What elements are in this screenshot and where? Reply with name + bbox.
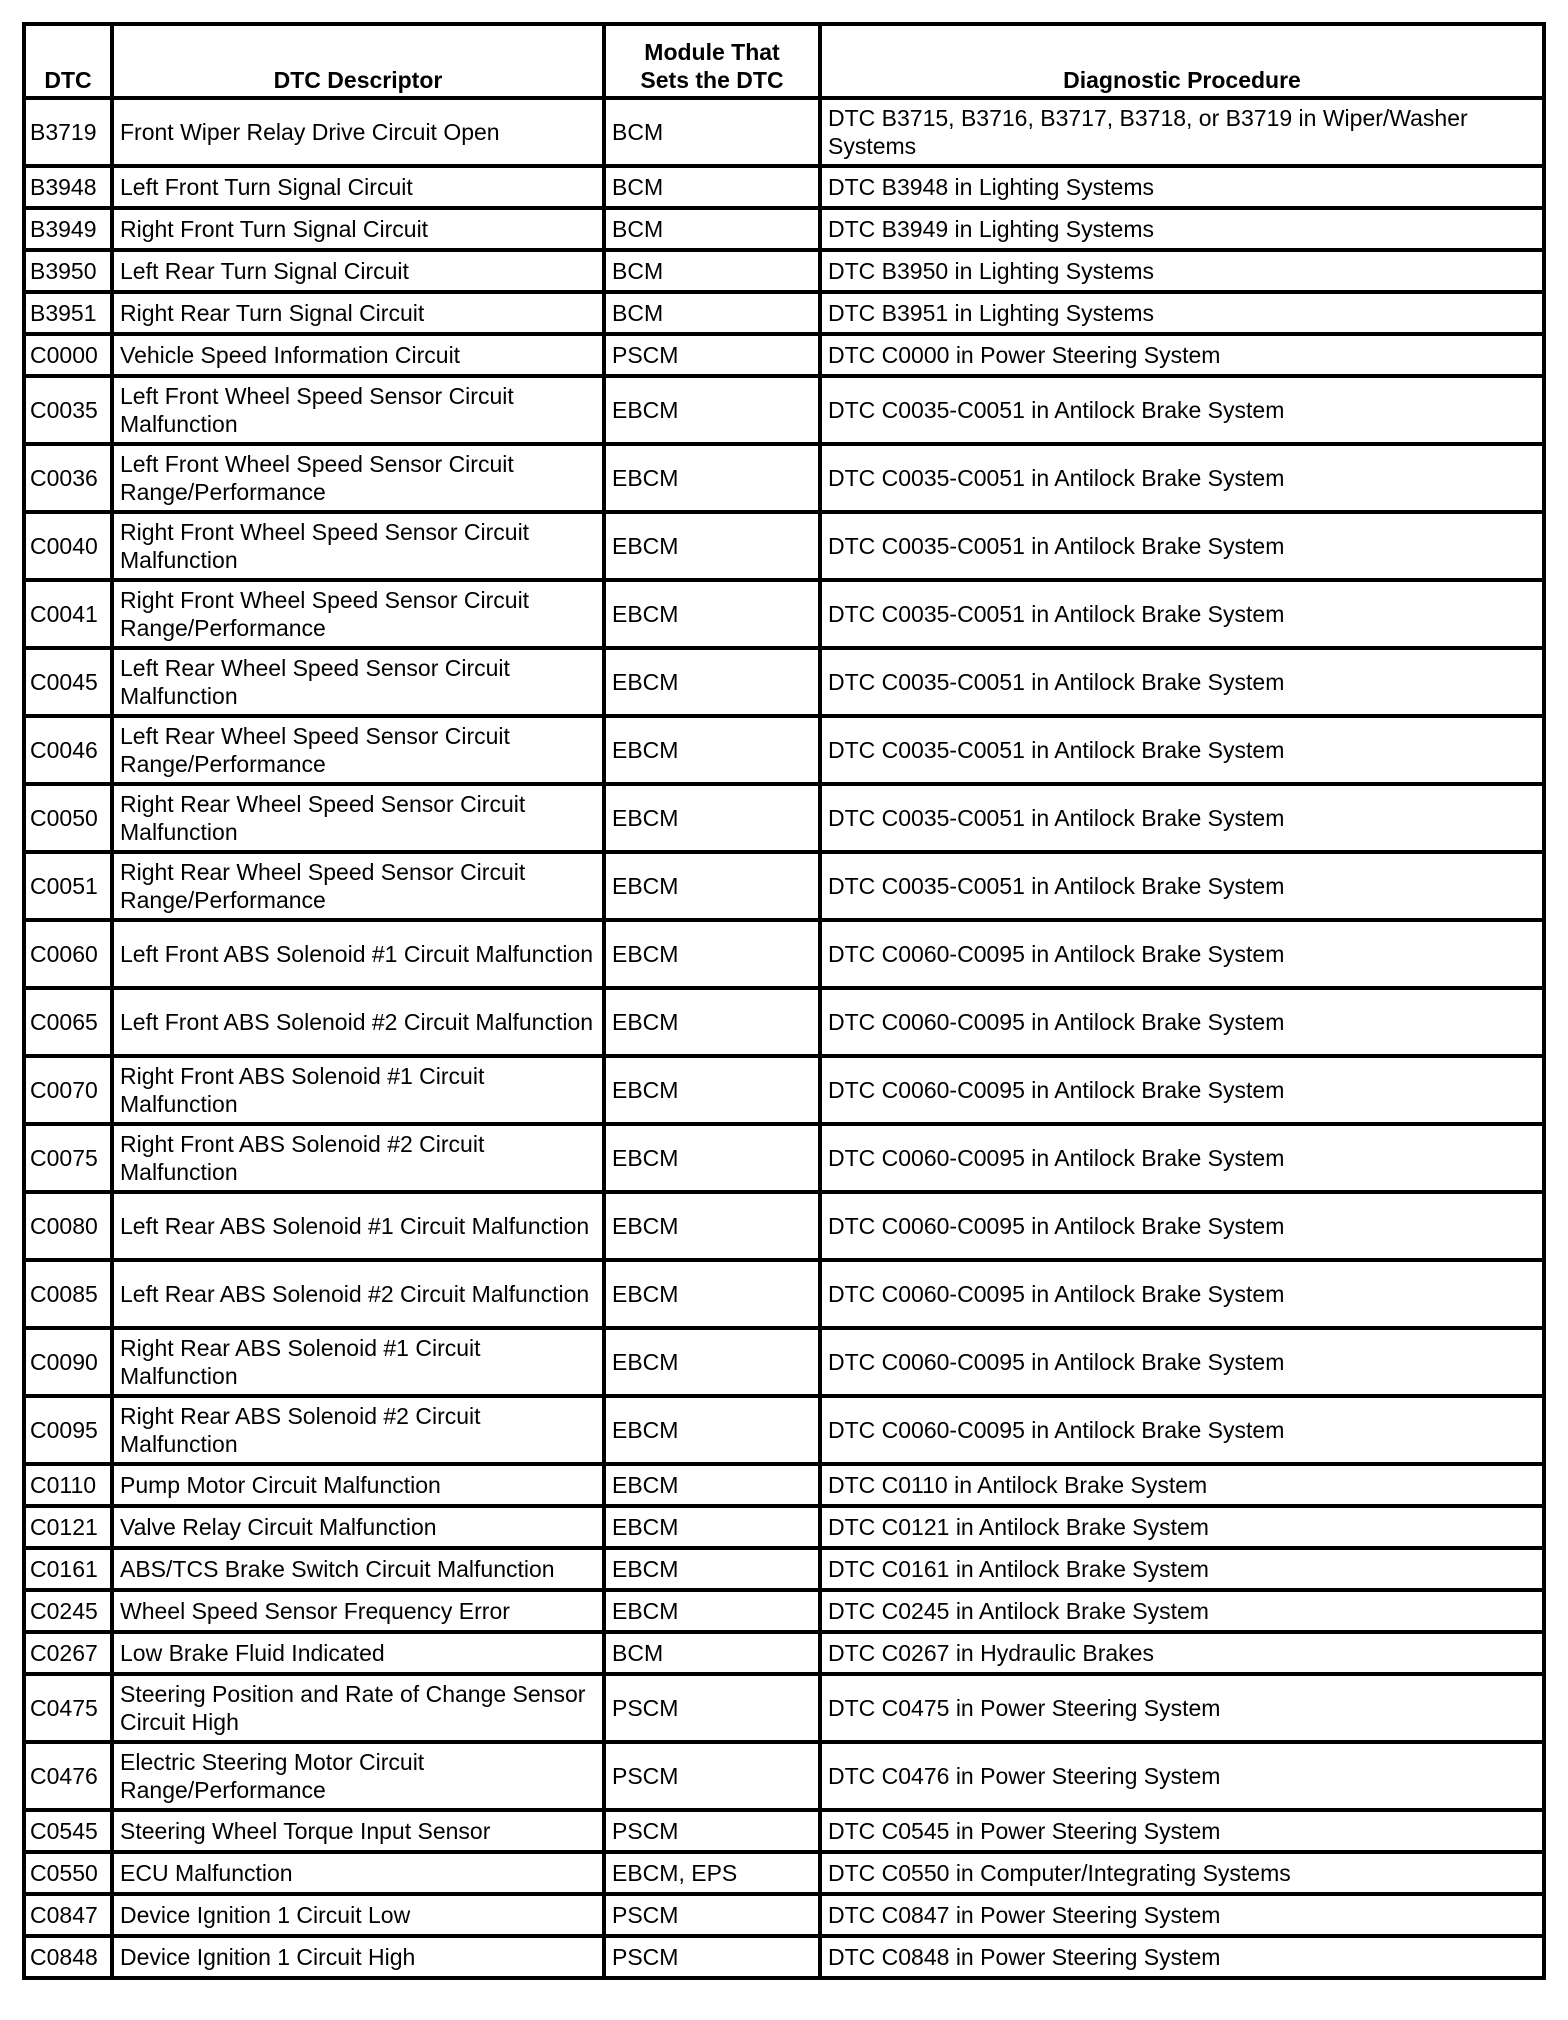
descriptor-cell: Right Front Wheel Speed Sensor Circuit Malfunction xyxy=(112,512,604,580)
dtc-cell: B3948 xyxy=(24,166,112,208)
table-row xyxy=(24,444,1544,512)
table-row xyxy=(24,1260,1544,1328)
table-row xyxy=(24,1124,1544,1192)
dtc-cell: B3951 xyxy=(24,292,112,334)
descriptor-cell: Left Rear Wheel Speed Sensor Circuit Range/Performance xyxy=(112,716,604,784)
dtc-cell: C0847 xyxy=(24,1894,112,1936)
dtc-cell: C0000 xyxy=(24,334,112,376)
dtc-cell: C0110 xyxy=(24,1464,112,1506)
module-cell: EBCM xyxy=(604,920,820,988)
dtc-cell: C0036 xyxy=(24,444,112,512)
header-module xyxy=(604,24,820,98)
table-row xyxy=(24,292,1544,334)
descriptor-cell: Left Rear Wheel Speed Sensor Circuit Malfunction xyxy=(112,648,604,716)
module-cell: EBCM xyxy=(604,1260,820,1328)
procedure-cell: DTC C0035-C0051 in Antilock Brake System xyxy=(820,784,1544,852)
table-row xyxy=(24,1936,1544,1978)
procedure-cell: DTC C0060-C0095 in Antilock Brake System xyxy=(820,1260,1544,1328)
procedure-cell: DTC B3949 in Lighting Systems xyxy=(820,208,1544,250)
module-cell: PSCM xyxy=(604,1936,820,1978)
dtc-cell: C0051 xyxy=(24,852,112,920)
module-cell: EBCM xyxy=(604,988,820,1056)
procedure-cell: DTC C0035-C0051 in Antilock Brake System xyxy=(820,580,1544,648)
dtc-cell: C0065 xyxy=(24,988,112,1056)
header-module-label: Module That Sets the DTC xyxy=(640,39,784,93)
module-cell: EBCM xyxy=(604,852,820,920)
table-row xyxy=(24,250,1544,292)
procedure-cell: DTC C0475 in Power Steering System xyxy=(820,1674,1544,1742)
dtc-cell: C0050 xyxy=(24,784,112,852)
descriptor-cell: Valve Relay Circuit Malfunction xyxy=(112,1506,604,1548)
descriptor-cell: Left Front ABS Solenoid #1 Circuit Malfunction xyxy=(112,920,604,988)
module-cell: EBCM xyxy=(604,1548,820,1590)
descriptor-cell: Pump Motor Circuit Malfunction xyxy=(112,1464,604,1506)
module-cell: BCM xyxy=(604,292,820,334)
procedure-cell: DTC C0060-C0095 in Antilock Brake System xyxy=(820,988,1544,1056)
procedure-cell: DTC C0035-C0051 in Antilock Brake System xyxy=(820,444,1544,512)
dtc-cell: B3719 xyxy=(24,98,112,166)
module-cell: EBCM xyxy=(604,648,820,716)
descriptor-cell: Device Ignition 1 Circuit Low xyxy=(112,1894,604,1936)
table-row xyxy=(24,98,1544,166)
module-cell: EBCM xyxy=(604,1464,820,1506)
module-cell: EBCM xyxy=(604,784,820,852)
table-row xyxy=(24,852,1544,920)
module-cell: PSCM xyxy=(604,1894,820,1936)
module-cell: EBCM xyxy=(604,376,820,444)
procedure-cell: DTC C0476 in Power Steering System xyxy=(820,1742,1544,1810)
table-body xyxy=(24,98,1544,1978)
table-row xyxy=(24,1056,1544,1124)
descriptor-cell: Left Front Wheel Speed Sensor Circuit Malfunction xyxy=(112,376,604,444)
descriptor-cell: Front Wiper Relay Drive Circuit Open xyxy=(112,98,604,166)
procedure-cell: DTC B3948 in Lighting Systems xyxy=(820,166,1544,208)
table-row xyxy=(24,1852,1544,1894)
table-row xyxy=(24,1894,1544,1936)
descriptor-cell: Right Rear Wheel Speed Sensor Circuit Range/Performance xyxy=(112,852,604,920)
table-row xyxy=(24,512,1544,580)
procedure-cell: DTC C0035-C0051 in Antilock Brake System xyxy=(820,648,1544,716)
module-cell: EBCM xyxy=(604,444,820,512)
descriptor-cell: Right Front ABS Solenoid #1 Circuit Malfunction xyxy=(112,1056,604,1124)
descriptor-cell: Low Brake Fluid Indicated xyxy=(112,1632,604,1674)
procedure-cell: DTC C0245 in Antilock Brake System xyxy=(820,1590,1544,1632)
descriptor-cell: Right Rear ABS Solenoid #2 Circuit Malfunction xyxy=(112,1396,604,1464)
dtc-cell: C0245 xyxy=(24,1590,112,1632)
procedure-cell: DTC C0545 in Power Steering System xyxy=(820,1810,1544,1852)
dtc-cell: C0060 xyxy=(24,920,112,988)
procedure-cell: DTC C0121 in Antilock Brake System xyxy=(820,1506,1544,1548)
descriptor-cell: Device Ignition 1 Circuit High xyxy=(112,1936,604,1978)
module-cell: BCM xyxy=(604,250,820,292)
module-cell: PSCM xyxy=(604,1742,820,1810)
module-cell: EBCM xyxy=(604,1192,820,1260)
table-row xyxy=(24,376,1544,444)
procedure-cell: DTC B3950 in Lighting Systems xyxy=(820,250,1544,292)
descriptor-cell: ABS/TCS Brake Switch Circuit Malfunction xyxy=(112,1548,604,1590)
descriptor-cell: Right Front Turn Signal Circuit xyxy=(112,208,604,250)
procedure-cell: DTC C0550 in Computer/Integrating Systems xyxy=(820,1852,1544,1894)
descriptor-cell: Vehicle Speed Information Circuit xyxy=(112,334,604,376)
dtc-cell: C0075 xyxy=(24,1124,112,1192)
descriptor-cell: Left Rear ABS Solenoid #1 Circuit Malfunction xyxy=(112,1192,604,1260)
module-cell: EBCM xyxy=(604,1328,820,1396)
descriptor-cell: Left Front Wheel Speed Sensor Circuit Range/Performance xyxy=(112,444,604,512)
descriptor-cell: Left Rear Turn Signal Circuit xyxy=(112,250,604,292)
descriptor-cell: Right Rear Wheel Speed Sensor Circuit Malfunction xyxy=(112,784,604,852)
dtc-cell: C0121 xyxy=(24,1506,112,1548)
dtc-cell: C0848 xyxy=(24,1936,112,1978)
dtc-cell: B3950 xyxy=(24,250,112,292)
module-cell: BCM xyxy=(604,1632,820,1674)
dtc-cell: C0070 xyxy=(24,1056,112,1124)
dtc-cell: C0550 xyxy=(24,1852,112,1894)
table-row xyxy=(24,1632,1544,1674)
procedure-cell: DTC C0035-C0051 in Antilock Brake System xyxy=(820,376,1544,444)
descriptor-cell: Left Front ABS Solenoid #2 Circuit Malfunction xyxy=(112,988,604,1056)
table-row xyxy=(24,1810,1544,1852)
table-row xyxy=(24,208,1544,250)
descriptor-cell: Left Front Turn Signal Circuit xyxy=(112,166,604,208)
procedure-cell: DTC C0161 in Antilock Brake System xyxy=(820,1548,1544,1590)
procedure-cell: DTC C0035-C0051 in Antilock Brake System xyxy=(820,716,1544,784)
dtc-cell: B3949 xyxy=(24,208,112,250)
procedure-cell: DTC C0060-C0095 in Antilock Brake System xyxy=(820,920,1544,988)
procedure-cell: DTC C0035-C0051 in Antilock Brake System xyxy=(820,512,1544,580)
module-cell: EBCM xyxy=(604,1396,820,1464)
table-row xyxy=(24,1506,1544,1548)
procedure-cell: DTC C0060-C0095 in Antilock Brake System xyxy=(820,1124,1544,1192)
header-dtc: DTC xyxy=(24,24,112,98)
table-row xyxy=(24,166,1544,208)
dtc-cell: C0545 xyxy=(24,1810,112,1852)
descriptor-cell: Right Rear ABS Solenoid #1 Circuit Malfunction xyxy=(112,1328,604,1396)
descriptor-cell: Right Front ABS Solenoid #2 Circuit Malfunction xyxy=(112,1124,604,1192)
header-row xyxy=(24,24,1544,98)
module-cell: EBCM xyxy=(604,1506,820,1548)
module-cell: EBCM xyxy=(604,512,820,580)
dtc-cell: C0085 xyxy=(24,1260,112,1328)
descriptor-cell: Right Front Wheel Speed Sensor Circuit Range/Performance xyxy=(112,580,604,648)
procedure-cell: DTC B3951 in Lighting Systems xyxy=(820,292,1544,334)
table-row xyxy=(24,1548,1544,1590)
dtc-cell: C0080 xyxy=(24,1192,112,1260)
module-cell: BCM xyxy=(604,208,820,250)
module-cell: EBCM xyxy=(604,1124,820,1192)
module-cell: BCM xyxy=(604,98,820,166)
module-cell: PSCM xyxy=(604,1810,820,1852)
module-cell: EBCM, EPS xyxy=(604,1852,820,1894)
dtc-cell: C0475 xyxy=(24,1674,112,1742)
table-row xyxy=(24,648,1544,716)
descriptor-cell: Wheel Speed Sensor Frequency Error xyxy=(112,1590,604,1632)
procedure-cell: DTC C0267 in Hydraulic Brakes xyxy=(820,1632,1544,1674)
procedure-cell: DTC C0060-C0095 in Antilock Brake System xyxy=(820,1056,1544,1124)
module-cell: EBCM xyxy=(604,1056,820,1124)
descriptor-cell: Steering Position and Rate of Change Sensor Circuit High xyxy=(112,1674,604,1742)
descriptor-cell: ECU Malfunction xyxy=(112,1852,604,1894)
procedure-cell: DTC C0035-C0051 in Antilock Brake System xyxy=(820,852,1544,920)
module-cell: EBCM xyxy=(604,716,820,784)
descriptor-cell: Right Rear Turn Signal Circuit xyxy=(112,292,604,334)
procedure-cell: DTC C0848 in Power Steering System xyxy=(820,1936,1544,1978)
dtc-cell: C0041 xyxy=(24,580,112,648)
header-procedure: Diagnostic Procedure xyxy=(820,24,1544,98)
header-descriptor: DTC Descriptor xyxy=(112,24,604,98)
table-row xyxy=(24,1674,1544,1742)
table-row xyxy=(24,920,1544,988)
descriptor-cell: Electric Steering Motor Circuit Range/Performance xyxy=(112,1742,604,1810)
dtc-cell: C0476 xyxy=(24,1742,112,1810)
dtc-cell: C0090 xyxy=(24,1328,112,1396)
module-cell: EBCM xyxy=(604,580,820,648)
table-row xyxy=(24,334,1544,376)
dtc-cell: C0040 xyxy=(24,512,112,580)
procedure-cell: DTC C0000 in Power Steering System xyxy=(820,334,1544,376)
module-cell: EBCM xyxy=(604,1590,820,1632)
procedure-cell: DTC C0060-C0095 in Antilock Brake System xyxy=(820,1396,1544,1464)
table-row xyxy=(24,1192,1544,1260)
procedure-cell: DTC B3715, B3716, B3717, B3718, or B3719 in Wiper/Washer Systems xyxy=(820,98,1544,166)
module-cell: PSCM xyxy=(604,334,820,376)
descriptor-cell: Left Rear ABS Solenoid #2 Circuit Malfunction xyxy=(112,1260,604,1328)
table-row xyxy=(24,580,1544,648)
dtc-cell: C0046 xyxy=(24,716,112,784)
table-row xyxy=(24,988,1544,1056)
dtc-cell: C0045 xyxy=(24,648,112,716)
table-row xyxy=(24,1396,1544,1464)
dtc-table xyxy=(22,22,1546,1980)
module-cell: PSCM xyxy=(604,1674,820,1742)
dtc-cell: C0161 xyxy=(24,1548,112,1590)
descriptor-cell: Steering Wheel Torque Input Sensor xyxy=(112,1810,604,1852)
table-row xyxy=(24,1464,1544,1506)
dtc-cell: C0035 xyxy=(24,376,112,444)
procedure-cell: DTC C0060-C0095 in Antilock Brake System xyxy=(820,1328,1544,1396)
table-row xyxy=(24,716,1544,784)
module-cell: BCM xyxy=(604,166,820,208)
procedure-cell: DTC C0110 in Antilock Brake System xyxy=(820,1464,1544,1506)
table-row xyxy=(24,1590,1544,1632)
dtc-cell: C0267 xyxy=(24,1632,112,1674)
procedure-cell: DTC C0060-C0095 in Antilock Brake System xyxy=(820,1192,1544,1260)
procedure-cell: DTC C0847 in Power Steering System xyxy=(820,1894,1544,1936)
dtc-cell: C0095 xyxy=(24,1396,112,1464)
table-row xyxy=(24,1328,1544,1396)
table-row xyxy=(24,1742,1544,1810)
table-row xyxy=(24,784,1544,852)
